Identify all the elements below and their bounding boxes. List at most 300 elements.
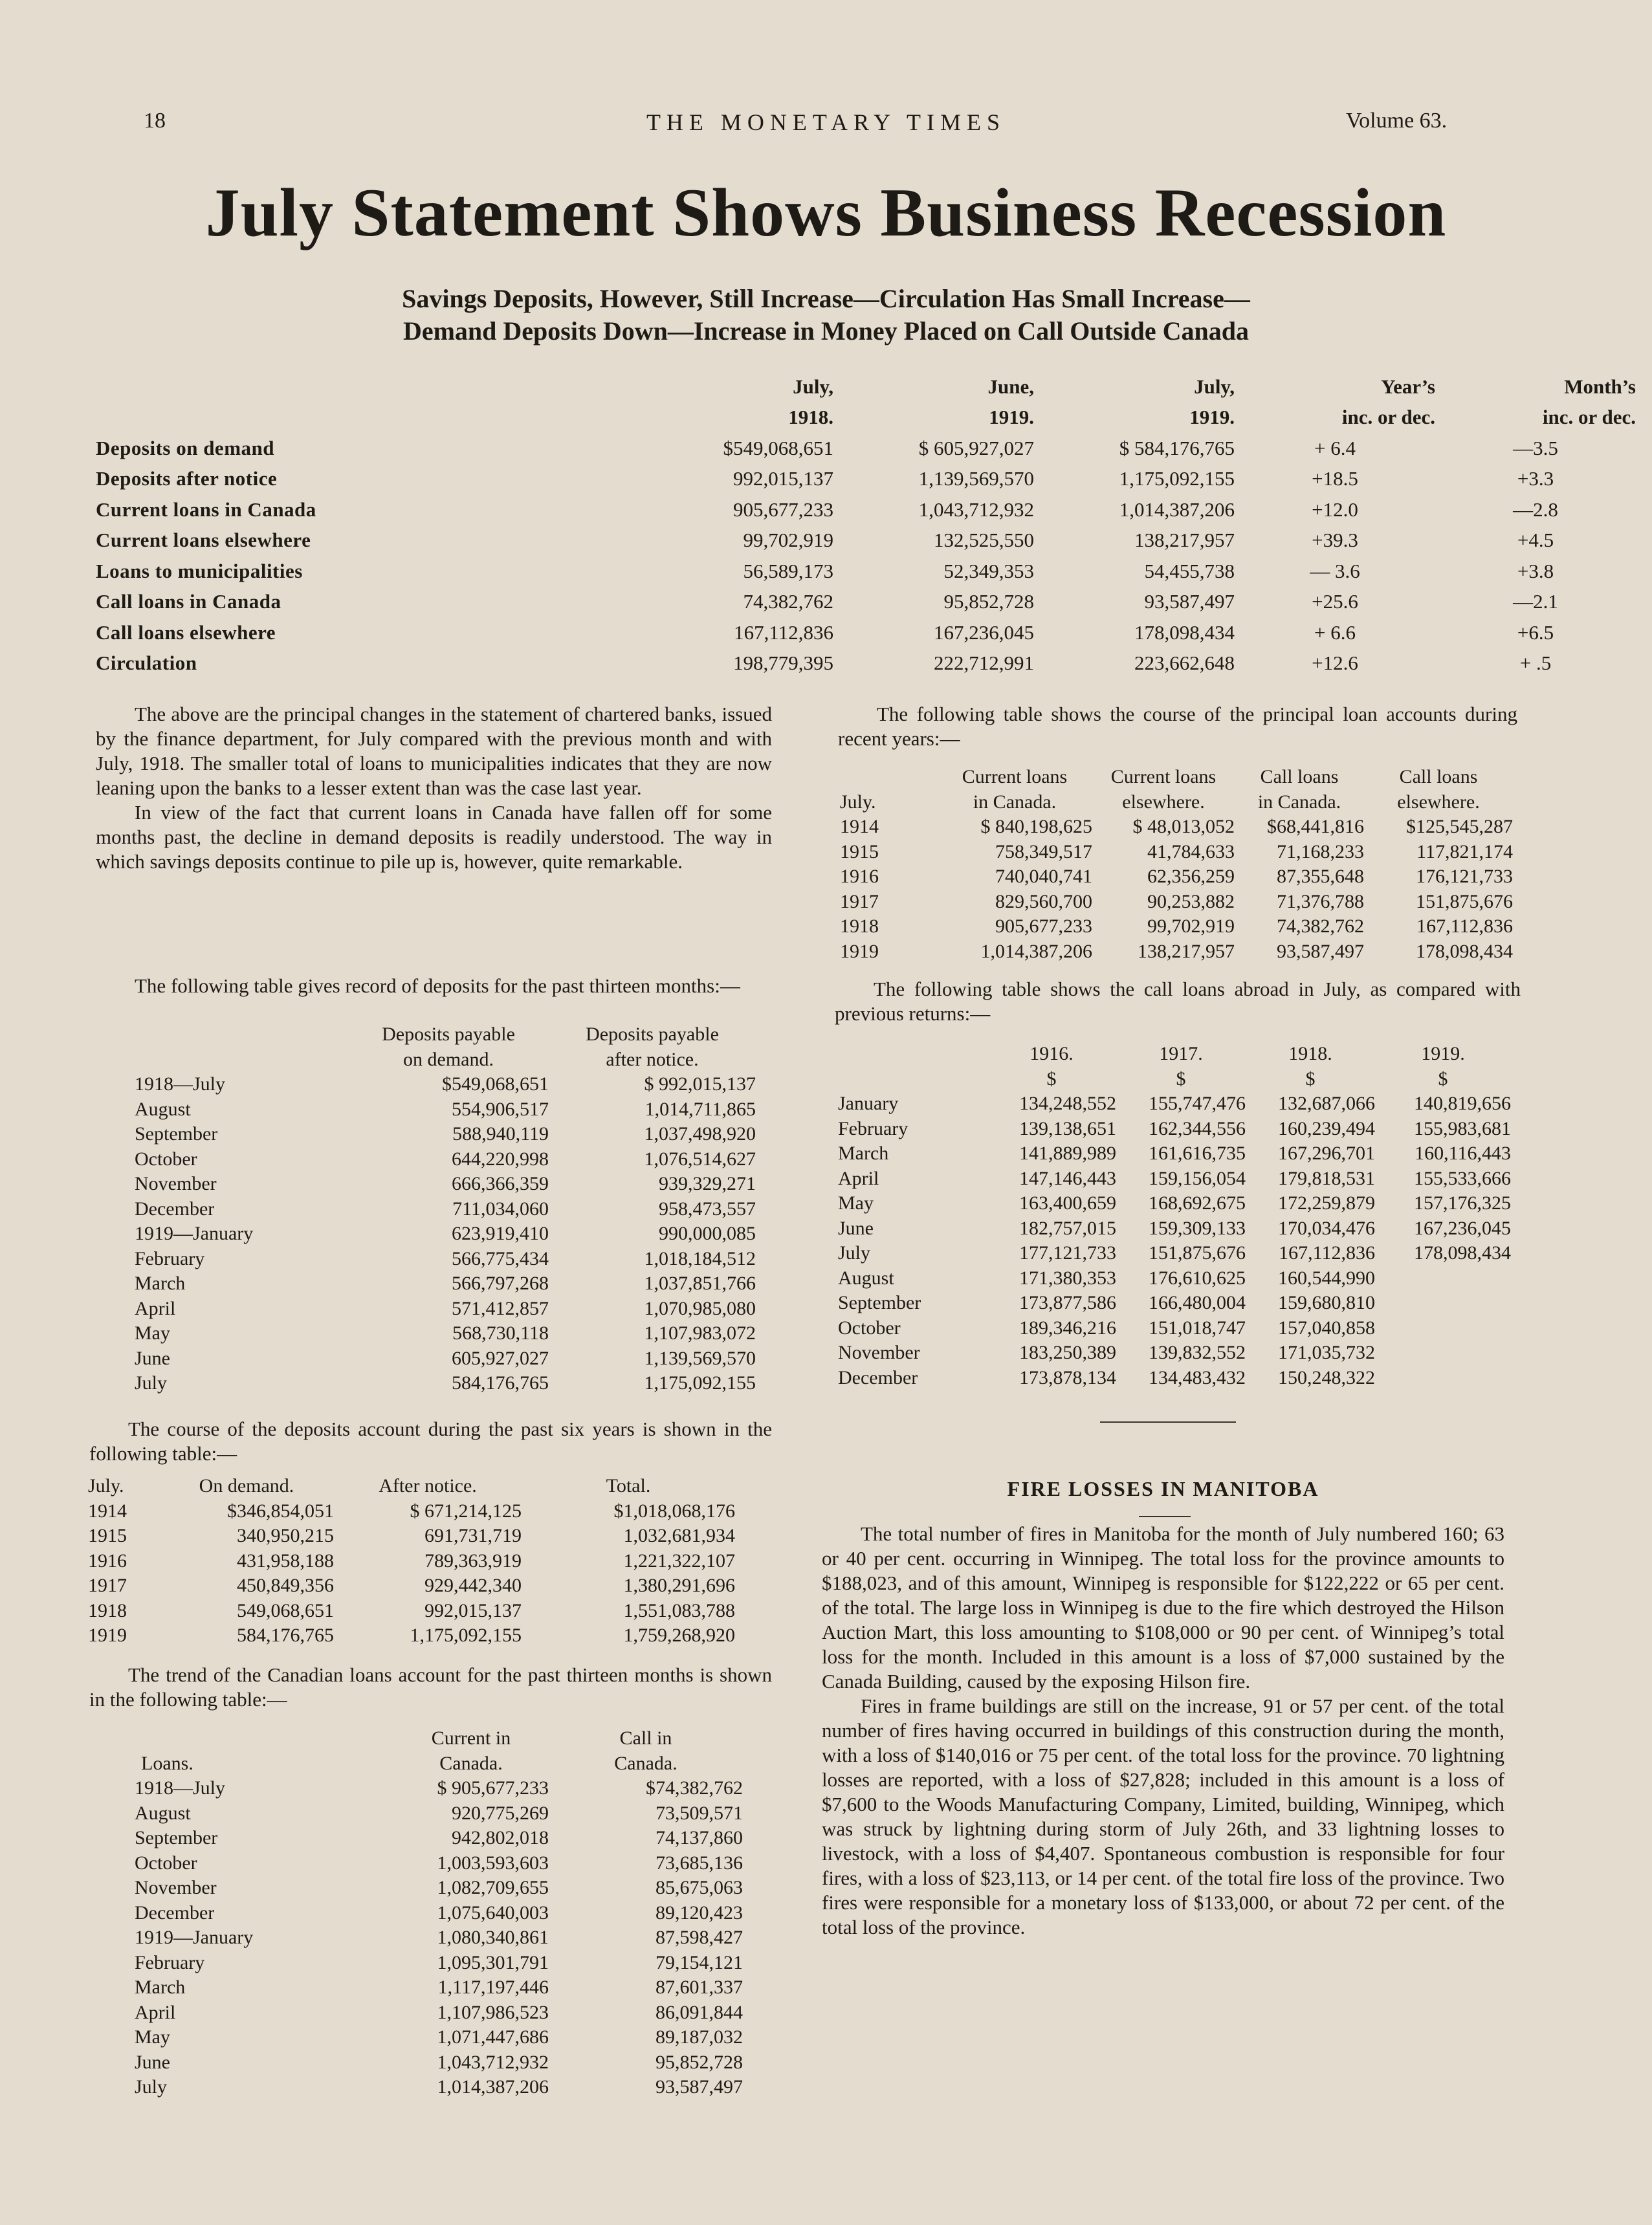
table-row — [135, 1975, 743, 2000]
table-row — [135, 1147, 756, 1172]
value-1918: 150,248,322 — [1278, 1366, 1375, 1388]
current-value: 1,075,640,003 — [437, 1902, 549, 1924]
month-label: April — [838, 1167, 879, 1189]
month-label: July — [838, 1242, 871, 1264]
row-label: Deposits on demand — [96, 436, 274, 459]
demand-value: 605,927,027 — [452, 1347, 549, 1369]
month-label: 1919—January — [135, 1223, 254, 1245]
call-loans-abroad-table — [838, 1042, 1511, 1390]
demand-value: 584,176,765 — [237, 1625, 334, 1647]
call-value: 89,187,032 — [655, 2026, 743, 2048]
table-row — [135, 1925, 743, 1951]
row-value: $ 584,176,765 — [1119, 436, 1235, 459]
current-canada: 758,349,517 — [995, 840, 1092, 862]
demand-value: 644,220,998 — [452, 1148, 549, 1170]
demand-value: 623,919,410 — [452, 1223, 549, 1245]
prin-h2b: elsewhere. — [1122, 791, 1205, 813]
value-1918: 167,112,836 — [1279, 1242, 1375, 1264]
prin-h4b: elsewhere. — [1397, 791, 1480, 813]
table-row — [135, 1826, 743, 1851]
table-row — [88, 1549, 735, 1574]
month-label: April — [135, 1297, 176, 1319]
year-label: 1919 — [840, 940, 879, 962]
value-1918: 171,035,732 — [1278, 1342, 1375, 1364]
demand-value: 711,034,060 — [452, 1198, 549, 1220]
month-label: October — [135, 1852, 197, 1874]
abroad-intro-text: The following table shows the call loans abroad in July, as compared with previous returns:— — [835, 978, 1521, 1025]
title-rule — [1139, 1516, 1191, 1517]
month-label: February — [135, 1951, 205, 1973]
row-value: +3.8 — [1517, 559, 1554, 582]
row-value: 178,098,434 — [1134, 620, 1235, 644]
row-value: +25.6 — [1312, 590, 1358, 613]
volume-label: Volume 63. — [1346, 109, 1448, 133]
value-1918: 160,544,990 — [1278, 1267, 1375, 1289]
year-label: 1918 — [88, 1599, 127, 1621]
table-row — [838, 1141, 1511, 1167]
call-value: 74,137,860 — [655, 1827, 743, 1849]
main-statement-table — [96, 371, 1636, 679]
fire-paragraph-2: Fires in frame buildings are still on the increase, 91 or 57 per cent. of the total number of fires having occurred in buildings of this construction during the month, with a loss of $140,016 or 75 per cent. of the total loss for the province. 70 lightning losses are reported, with a loss of $27,828; included in this amount is a loss of $7,600 to the Woods Manufacturing Company, Limited, building, Winnipeg, which was struck by lightning during storm of July 26th, and 33 lightning losses to livestock, with a loss of $4,407. Spontaneous combustion is responsible for four fires, with a loss of $23,113, or 14 per cent. of the total fire loss of the province. Two fires were responsible for a monetary loss of $133,000, or about 72 per cent. of the total loss of the province. — [822, 1694, 1504, 1938]
value-1917: 176,610,625 — [1149, 1267, 1246, 1289]
table-row — [838, 1241, 1511, 1266]
dep6-h-year: July. — [88, 1475, 124, 1497]
notice-value: 1,037,498,920 — [644, 1123, 756, 1145]
table-row — [88, 1573, 735, 1599]
table-row — [88, 1599, 735, 1624]
month-label: 1919—January — [135, 1927, 254, 1949]
call-value: 86,091,844 — [655, 2001, 743, 2023]
month-label: May — [135, 1322, 170, 1344]
table-row — [135, 1297, 756, 1322]
principal-intro — [838, 702, 1517, 751]
demand-value: 566,797,268 — [452, 1273, 549, 1295]
year-label: 1916 — [840, 866, 879, 888]
value-1918: 132,687,066 — [1278, 1093, 1375, 1115]
value-1919: 140,819,656 — [1414, 1093, 1511, 1115]
loans13-h2a: Call in — [619, 1727, 672, 1749]
loans13-h2b: Canada. — [614, 1752, 677, 1774]
table-row — [838, 1091, 1511, 1117]
total-value: 1,551,083,788 — [623, 1599, 735, 1621]
month-label: June — [838, 1217, 874, 1239]
main-table-row — [96, 648, 1636, 679]
table-row — [838, 1167, 1511, 1192]
year-label: 1917 — [88, 1575, 127, 1597]
row-value: + .5 — [1519, 652, 1552, 675]
notice-value: 1,018,184,512 — [644, 1247, 756, 1269]
value-1916: 139,138,651 — [1019, 1117, 1116, 1139]
table-row — [840, 864, 1513, 890]
value-1918: 167,296,701 — [1278, 1143, 1375, 1165]
current-elsewhere: $ 48,013,052 — [1132, 816, 1235, 838]
row-label: Call loans elsewhere — [96, 620, 276, 644]
col-month-h2: inc. or dec. — [1542, 406, 1636, 429]
value-1917: 155,747,476 — [1149, 1093, 1246, 1115]
month-label: August — [838, 1267, 894, 1289]
row-label: Current loans in Canada — [96, 498, 316, 521]
current-canada: $ 840,198,625 — [980, 816, 1092, 838]
current-canada: 829,560,700 — [995, 890, 1092, 912]
table-row — [135, 1851, 743, 1876]
col-july-1918-h2: 1918. — [788, 406, 833, 429]
main-table-row — [96, 494, 1636, 525]
intro-paragraph-1: The above are the principal changes in the statement of chartered banks, issued by the finance department, for July compared with the previous month and with July, 1918. The smaller total of loans to municipalities indicates that they are now leaning upon the banks to a lesser extent than was the case last year. — [96, 703, 772, 799]
row-value: +39.3 — [1312, 529, 1358, 552]
month-label: March — [838, 1143, 889, 1165]
current-value: 1,107,986,523 — [437, 2001, 549, 2023]
current-value: 1,080,340,861 — [437, 1927, 549, 1949]
row-value: 167,236,045 — [934, 620, 1034, 644]
loans13-h0: Loans. — [141, 1752, 193, 1774]
table-row — [840, 890, 1513, 915]
year-label: 1916 — [88, 1550, 127, 1572]
month-label: 1918—July — [135, 1073, 226, 1095]
notice-value: 1,175,092,155 — [644, 1372, 756, 1394]
demand-value: $549,068,651 — [442, 1073, 549, 1095]
row-value: 223,662,648 — [1134, 652, 1235, 675]
row-value: 95,852,728 — [943, 590, 1034, 613]
intro-text — [96, 702, 772, 874]
demand-value: 584,176,765 — [452, 1372, 549, 1394]
month-label: October — [135, 1148, 197, 1170]
month-label: February — [135, 1247, 205, 1269]
year-label: 1918 — [840, 915, 879, 937]
year-label: 1914 — [88, 1500, 127, 1522]
current-elsewhere: 99,702,919 — [1147, 915, 1235, 937]
fire-paragraph-1: The total number of fires in Manitoba for the month of July numbered 160; 63 or 40 per cent. occurring in Winnipeg. The total loss for the province amounts to $188,023, and of this amount, Winnipeg is responsible for $122,222 or 65 per cent. of the total. The large loss in Winnipeg is due to the fire which destroyed the Hilson Auction Mart, this loss amounting to $108,000 or 90 per cent. of Winnipeg’s total loss for the month. Included in this amount is a loss of $7,000 sustained by the Canada Building, caused by the exposing Hilson fire. — [822, 1522, 1504, 1693]
prin-h0: July. — [840, 791, 876, 813]
call-elsewhere: 178,098,434 — [1416, 940, 1513, 962]
table-row — [135, 2075, 743, 2100]
table-row — [88, 1524, 735, 1549]
col-year-h1: Year’s — [1381, 375, 1435, 398]
month-label: August — [135, 1098, 191, 1120]
demand-value: 431,958,188 — [237, 1550, 334, 1572]
row-value: + 6.4 — [1314, 436, 1356, 459]
total-value: 1,759,268,920 — [623, 1625, 735, 1647]
table-row — [135, 2050, 743, 2076]
table-row — [135, 1776, 743, 1801]
month-label: July — [135, 2076, 168, 2098]
abroad-year-1917: 1917. — [1159, 1043, 1203, 1065]
month-label: February — [838, 1117, 909, 1139]
col-june-1919-h1: June, — [987, 375, 1034, 398]
value-1919: 160,116,443 — [1415, 1143, 1511, 1165]
table-row — [135, 1371, 756, 1396]
month-label: March — [135, 1977, 186, 1999]
value-1916: 183,250,389 — [1019, 1342, 1116, 1364]
table-row — [135, 1321, 756, 1346]
call-elsewhere: 151,875,676 — [1416, 890, 1513, 912]
row-value: + 6.6 — [1314, 620, 1356, 644]
table-row — [135, 1951, 743, 1976]
call-elsewhere: $125,545,287 — [1406, 816, 1513, 838]
row-value: +18.5 — [1312, 467, 1358, 490]
fire-losses-text — [822, 1522, 1504, 1940]
prin-h4a: Call loans — [1399, 766, 1478, 788]
main-table-header-row-2 — [96, 402, 1636, 433]
value-1916: 177,121,733 — [1019, 1242, 1116, 1264]
current-canada: 740,040,741 — [995, 866, 1092, 888]
value-1918: 159,680,810 — [1278, 1292, 1375, 1314]
value-1916: 134,248,552 — [1019, 1093, 1116, 1115]
main-table-row — [96, 617, 1636, 648]
notice-value: 992,015,137 — [424, 1599, 522, 1621]
col-june-1919-h2: 1919. — [989, 406, 1034, 429]
demand-value: 588,940,119 — [452, 1123, 549, 1145]
notice-value: 929,442,340 — [424, 1575, 522, 1597]
month-label: November — [135, 1877, 217, 1899]
month-label: May — [838, 1192, 874, 1214]
call-elsewhere: 117,821,174 — [1416, 840, 1513, 862]
prin-h1a: Current loans — [962, 766, 1068, 788]
abroad-unit-1: $ — [1046, 1068, 1057, 1090]
notice-value: 990,000,085 — [659, 1223, 756, 1245]
abroad-unit-2: $ — [1176, 1068, 1186, 1090]
total-value: 1,032,681,934 — [623, 1525, 735, 1547]
notice-value: 1,037,851,766 — [644, 1273, 756, 1295]
call-canada: 71,168,233 — [1277, 840, 1364, 862]
deposits6-intro-text: The course of the deposits account during the past six years is shown in the following table:— — [89, 1418, 772, 1465]
current-value: 1,003,593,603 — [437, 1852, 549, 1874]
demand-value: $346,854,051 — [227, 1500, 334, 1522]
row-value: +4.5 — [1517, 529, 1554, 552]
row-value: 138,217,957 — [1134, 529, 1235, 552]
month-label: July — [135, 1372, 168, 1394]
month-label: December — [135, 1902, 215, 1924]
call-value: 73,685,136 — [655, 1852, 743, 1874]
value-1919: 178,098,434 — [1414, 1242, 1511, 1264]
call-value: 85,675,063 — [655, 1877, 743, 1899]
prin-h3b: in Canada. — [1257, 791, 1341, 813]
row-value: 132,525,550 — [934, 529, 1034, 552]
row-value: 1,175,092,155 — [1119, 467, 1235, 490]
row-value: +3.3 — [1517, 467, 1554, 490]
table-row — [838, 1191, 1511, 1216]
year-label: 1915 — [88, 1525, 127, 1547]
table-row — [135, 1222, 756, 1247]
principal-intro-text: The following table shows the course of the principal loan accounts during recent years:— — [838, 703, 1517, 750]
year-label: 1915 — [840, 840, 879, 862]
row-value: 74,382,762 — [743, 590, 833, 613]
notice-value: 1,139,569,570 — [644, 1347, 756, 1369]
table-row — [135, 1876, 743, 1901]
table-row — [838, 1266, 1511, 1291]
row-value: 1,014,387,206 — [1119, 498, 1235, 521]
notice-value: 1,175,092,155 — [410, 1625, 522, 1647]
month-label: December — [838, 1366, 918, 1388]
current-value: 942,802,018 — [452, 1827, 549, 1849]
call-value: $74,382,762 — [646, 1777, 743, 1799]
intro-paragraph-2: In view of the fact that current loans in Canada have fallen off for some months past, the decline in demand deposits is readily understood. The way in which savings deposits continue to pile up is, however, quite remarkable. — [96, 801, 772, 873]
call-value: 87,601,337 — [655, 1977, 743, 1999]
demand-value: 566,775,434 — [452, 1247, 549, 1269]
main-table-header-row-1 — [96, 371, 1636, 402]
row-label: Current loans elsewhere — [96, 529, 311, 552]
row-value: $ 605,927,027 — [918, 436, 1034, 459]
call-value: 89,120,423 — [655, 1902, 743, 1924]
demand-value: 554,906,517 — [452, 1098, 549, 1120]
month-label: September — [838, 1292, 921, 1314]
month-label: June — [135, 2051, 170, 2073]
prin-h2a: Current loans — [1110, 766, 1217, 788]
col-july-1919-h2: 1919. — [1189, 406, 1235, 429]
row-value: 198,779,395 — [733, 652, 833, 675]
demand-value: 340,950,215 — [237, 1525, 334, 1547]
row-value: 54,455,738 — [1144, 559, 1235, 582]
row-value: 93,587,497 — [1144, 590, 1235, 613]
table-row — [135, 1801, 743, 1826]
total-value: 1,380,291,696 — [623, 1575, 735, 1597]
abroad-unit-3: $ — [1305, 1068, 1316, 1090]
value-1917: 161,616,735 — [1149, 1143, 1246, 1165]
table-row — [135, 1072, 756, 1097]
table-row — [838, 1216, 1511, 1242]
month-label: June — [135, 1347, 170, 1369]
demand-value: 571,412,857 — [452, 1297, 549, 1319]
value-1918: 160,239,494 — [1278, 1117, 1375, 1139]
notice-value: 1,107,983,072 — [644, 1322, 756, 1344]
current-value: 1,043,712,932 — [437, 2051, 549, 2073]
year-label: 1917 — [840, 890, 879, 912]
main-table-row — [96, 525, 1636, 556]
dep13-h2b: after notice. — [606, 1048, 699, 1070]
row-value: +6.5 — [1517, 620, 1554, 644]
dep6-h-total: Total. — [606, 1475, 651, 1497]
row-value: $549,068,651 — [723, 436, 833, 459]
call-value: 79,154,121 — [655, 1951, 743, 1973]
current-value: 1,095,301,791 — [437, 1951, 549, 1973]
current-canada: 905,677,233 — [995, 915, 1092, 937]
demand-value: 549,068,651 — [237, 1599, 334, 1621]
subheadline-2: Demand Deposits Down—Increase in Money Placed on Call Outside Canada — [402, 316, 1250, 345]
table-row — [135, 1197, 756, 1222]
call-canada: 87,355,648 — [1277, 866, 1364, 888]
row-value: 905,677,233 — [733, 498, 833, 521]
value-1916: 163,400,659 — [1019, 1192, 1116, 1214]
deposits13-intro — [96, 974, 772, 998]
notice-value: 958,473,557 — [659, 1198, 756, 1220]
row-label: Call loans in Canada — [96, 590, 281, 613]
headline: July Statement Shows Business Recession — [205, 175, 1447, 250]
table-row — [840, 939, 1513, 965]
row-value: 992,015,137 — [733, 467, 833, 490]
value-1919 — [1375, 1366, 1511, 1391]
table-row — [840, 815, 1513, 840]
current-value: 1,014,387,206 — [437, 2076, 549, 2098]
value-1919: 157,176,325 — [1414, 1192, 1511, 1214]
call-canada: $68,441,816 — [1267, 816, 1364, 838]
month-label: 1918—July — [135, 1777, 226, 1799]
value-1917: 159,156,054 — [1149, 1167, 1246, 1189]
row-value: +12.6 — [1312, 652, 1358, 675]
month-label: April — [135, 2001, 176, 2023]
value-1918: 170,034,476 — [1278, 1217, 1375, 1239]
row-value: —3.5 — [1513, 436, 1558, 459]
current-value: 920,775,269 — [452, 1802, 549, 1824]
month-label: September — [135, 1827, 218, 1849]
page-number: 18 — [144, 109, 166, 133]
main-table-row — [96, 587, 1636, 618]
call-value: 73,509,571 — [655, 1802, 743, 1824]
loans13-intro-text: The trend of the Canadian loans account for the past thirteen months is shown in the following table:— — [89, 1663, 772, 1711]
abroad-intro — [835, 977, 1521, 1026]
value-1917: 151,018,747 — [1149, 1317, 1246, 1339]
table-row — [840, 914, 1513, 939]
month-label: October — [838, 1317, 901, 1339]
table-row — [135, 1122, 756, 1147]
dep13-h1a: Deposits payable — [382, 1024, 515, 1046]
row-value: — 3.6 — [1310, 559, 1360, 582]
row-value: 52,349,353 — [943, 559, 1034, 582]
value-1919 — [1375, 1316, 1511, 1341]
dep13-h2a: Deposits payable — [586, 1024, 719, 1046]
current-canada: 1,014,387,206 — [980, 940, 1092, 962]
current-value: 1,117,197,446 — [437, 1977, 549, 1999]
deposits-6-years-table — [88, 1474, 735, 1649]
table-row — [838, 1117, 1511, 1142]
deposits6-intro — [89, 1417, 772, 1466]
notice-value: 1,014,711,865 — [644, 1098, 756, 1120]
value-1916: 141,889,989 — [1019, 1143, 1116, 1165]
row-value: +12.0 — [1312, 498, 1358, 521]
section-divider — [1100, 1421, 1236, 1423]
dep6-h-demand: On demand. — [199, 1475, 294, 1497]
total-value: 1,221,322,107 — [623, 1550, 735, 1572]
notice-value: 1,076,514,627 — [644, 1148, 756, 1170]
call-canada: 93,587,497 — [1277, 940, 1364, 962]
row-value: 1,043,712,932 — [918, 498, 1034, 521]
abroad-year-1916: 1916. — [1030, 1043, 1074, 1065]
value-1919: 167,236,045 — [1414, 1217, 1511, 1239]
table-row — [838, 1341, 1511, 1366]
dep6-h-notice: After notice. — [379, 1475, 477, 1497]
current-elsewhere: 62,356,259 — [1147, 866, 1235, 888]
abroad-year-1918: 1918. — [1288, 1043, 1332, 1065]
row-value: 167,112,836 — [734, 620, 833, 644]
value-1919 — [1375, 1291, 1511, 1316]
col-july-1919-h1: July, — [1194, 375, 1235, 398]
value-1919 — [1375, 1341, 1511, 1366]
value-1917: 139,832,552 — [1149, 1342, 1246, 1364]
current-value: 1,071,447,686 — [437, 2026, 549, 2048]
table-row — [88, 1623, 735, 1649]
value-1919 — [1375, 1266, 1511, 1291]
month-label: March — [135, 1273, 186, 1295]
value-1916: 189,346,216 — [1019, 1317, 1116, 1339]
month-label: May — [135, 2026, 170, 2048]
total-value: $1,018,068,176 — [613, 1500, 735, 1522]
current-elsewhere: 138,217,957 — [1138, 940, 1235, 962]
table-row — [840, 840, 1513, 865]
row-label: Loans to municipalities — [96, 559, 303, 582]
month-label: November — [135, 1173, 217, 1195]
call-value: 87,598,427 — [655, 1927, 743, 1949]
prin-h3a: Call loans — [1260, 766, 1339, 788]
value-1916: 171,380,353 — [1019, 1267, 1116, 1289]
deposits13-intro-text: The following table gives record of deposits for the past thirteen months:— — [135, 974, 740, 997]
fire-losses-title: FIRE LOSSES IN MANITOBA — [1007, 1477, 1319, 1500]
table-row — [135, 1247, 756, 1272]
table-row — [135, 1097, 756, 1123]
table-row — [135, 1901, 743, 1926]
current-elsewhere: 90,253,882 — [1147, 890, 1235, 912]
value-1918: 157,040,858 — [1278, 1317, 1375, 1339]
table-row — [135, 2025, 743, 2050]
call-elsewhere: 176,121,733 — [1416, 866, 1513, 888]
deposits-13-months-table — [135, 1022, 756, 1396]
